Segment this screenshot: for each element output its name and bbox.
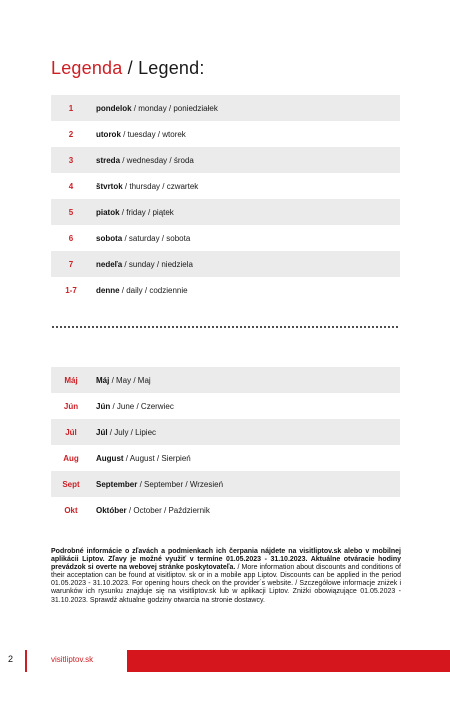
day-row-code: 7 bbox=[51, 251, 91, 277]
day-row-primary-label: streda bbox=[96, 155, 121, 165]
month-row bbox=[51, 367, 400, 393]
note-slovak-text: Podrobné informácie o zľavách a podmienkach ich čerpania nájdete na visitliptov.sk alebo v mobilnej aplikácii Liptov. Zľavy je možné využiť v termíne 01.05.2023 - 31.10.2023. Aktuálne otváracie hodiny prevádzok si overte na webovej stránke poskytovateľa. bbox=[51, 548, 401, 572]
dotted-divider bbox=[51, 326, 400, 328]
day-row-code: 5 bbox=[51, 199, 91, 225]
month-row-description bbox=[91, 419, 400, 445]
day-row bbox=[51, 95, 400, 121]
day-row-code: 4 bbox=[68, 181, 74, 191]
month-row-description bbox=[91, 497, 400, 523]
day-row-description bbox=[91, 173, 400, 199]
month-row bbox=[51, 419, 400, 445]
day-row-primary-label: štvrtok bbox=[96, 181, 123, 191]
title-accent: Legenda bbox=[51, 58, 123, 78]
month-row-description bbox=[91, 393, 400, 419]
day-row-translations: / monday / poniedziałek bbox=[131, 103, 218, 113]
day-row-description bbox=[91, 147, 400, 173]
day-row-translations: / tuesday / wtorek bbox=[120, 129, 186, 139]
day-row-translations: / friday / piątek bbox=[119, 207, 174, 217]
month-row-primary-label: Júl bbox=[96, 427, 108, 437]
day-row-translations: / saturday / sobota bbox=[122, 233, 191, 243]
day-row-primary-label: nedeľa bbox=[96, 259, 123, 269]
day-row bbox=[51, 199, 400, 225]
month-legend-table bbox=[51, 367, 400, 523]
month-row-primary-label: Máj bbox=[96, 375, 110, 385]
month-row bbox=[51, 471, 400, 497]
day-row-code: 6 bbox=[68, 233, 74, 243]
month-row bbox=[51, 393, 400, 419]
month-row-description bbox=[91, 367, 400, 393]
day-row-translations: / sunday / niedziela bbox=[122, 259, 193, 269]
note-translations-text: / More information about discounts and conditions of their acceptation can be found at visitliptov. sk or in a mobile app Liptov. Discounts can be applied in the period 01.05.2023 - 31.10.2023. For opening hours check on the provider´s website. / Szczegółowe informacje zniżek i warunków ich rysunku znajduje się na visitliptov.sk lub w aplikacji Liptov. Zniżki obowiązujące 01.05.2023 - 31.10.2023. Sprawdź aktualne godziny otwarcia na stronie dostawcy. bbox=[51, 564, 401, 604]
month-row-code: Máj bbox=[51, 367, 91, 393]
day-row-primary-label: utorok bbox=[96, 129, 121, 139]
month-row-translations: / August / Sierpień bbox=[123, 453, 191, 463]
day-row-primary-label: pondelok bbox=[96, 103, 132, 113]
day-row bbox=[51, 277, 400, 303]
day-row bbox=[51, 173, 400, 199]
month-row-description bbox=[91, 471, 400, 497]
month-row-primary-label: September bbox=[96, 479, 138, 489]
day-row-description bbox=[91, 199, 400, 225]
page-title bbox=[51, 58, 205, 79]
day-row-description bbox=[91, 121, 400, 147]
month-row-translations: / September / Wrzesień bbox=[137, 479, 224, 489]
day-row-translations: / daily / codziennie bbox=[119, 285, 188, 295]
discount-info-note bbox=[51, 548, 401, 605]
month-row-translations: / October / Październik bbox=[126, 505, 210, 515]
title-separator: / bbox=[122, 58, 139, 78]
day-row-description bbox=[91, 251, 400, 277]
month-row-primary-label: Október bbox=[96, 505, 127, 515]
month-row-description bbox=[91, 445, 400, 471]
title-rest: Legend: bbox=[138, 58, 205, 78]
day-row-code: 3 bbox=[51, 147, 91, 173]
day-row bbox=[51, 251, 400, 277]
day-row-translations: / wednesday / środa bbox=[120, 155, 194, 165]
footer-red-bar bbox=[127, 650, 450, 672]
day-row-description bbox=[91, 225, 400, 251]
page-number: 2 bbox=[8, 654, 14, 664]
month-row-translations: / June / Czerwiec bbox=[110, 401, 174, 411]
day-row bbox=[51, 121, 400, 147]
day-row-primary-label: sobota bbox=[96, 233, 123, 243]
month-row bbox=[51, 497, 400, 523]
month-row-primary-label: August bbox=[96, 453, 124, 463]
month-row-translations: / May / Maj bbox=[109, 375, 151, 385]
day-row-code: 2 bbox=[68, 129, 74, 139]
day-row-code: 1-7 bbox=[65, 285, 77, 295]
month-row-primary-label: Jún bbox=[96, 401, 111, 411]
month-row-code: Jún bbox=[63, 401, 79, 411]
day-row-translations: / thursday / czwartek bbox=[122, 181, 199, 191]
footer-divider bbox=[25, 650, 27, 672]
day-row-primary-label: piatok bbox=[96, 207, 120, 217]
month-row bbox=[51, 445, 400, 471]
month-row-translations: / July / Lipiec bbox=[107, 427, 157, 437]
day-row-description bbox=[91, 277, 400, 303]
month-row-code: Sept bbox=[51, 471, 91, 497]
month-row-code: Júl bbox=[51, 419, 91, 445]
day-row bbox=[51, 147, 400, 173]
day-legend-table bbox=[51, 95, 400, 303]
month-row-code: Aug bbox=[63, 453, 79, 463]
website-link[interactable]: visitliptov.sk bbox=[51, 655, 94, 664]
day-row-code: 1 bbox=[51, 95, 91, 121]
month-row-code: Okt bbox=[64, 505, 78, 515]
day-row-primary-label: denne bbox=[96, 285, 120, 295]
day-row-description bbox=[91, 95, 400, 121]
day-row bbox=[51, 225, 400, 251]
